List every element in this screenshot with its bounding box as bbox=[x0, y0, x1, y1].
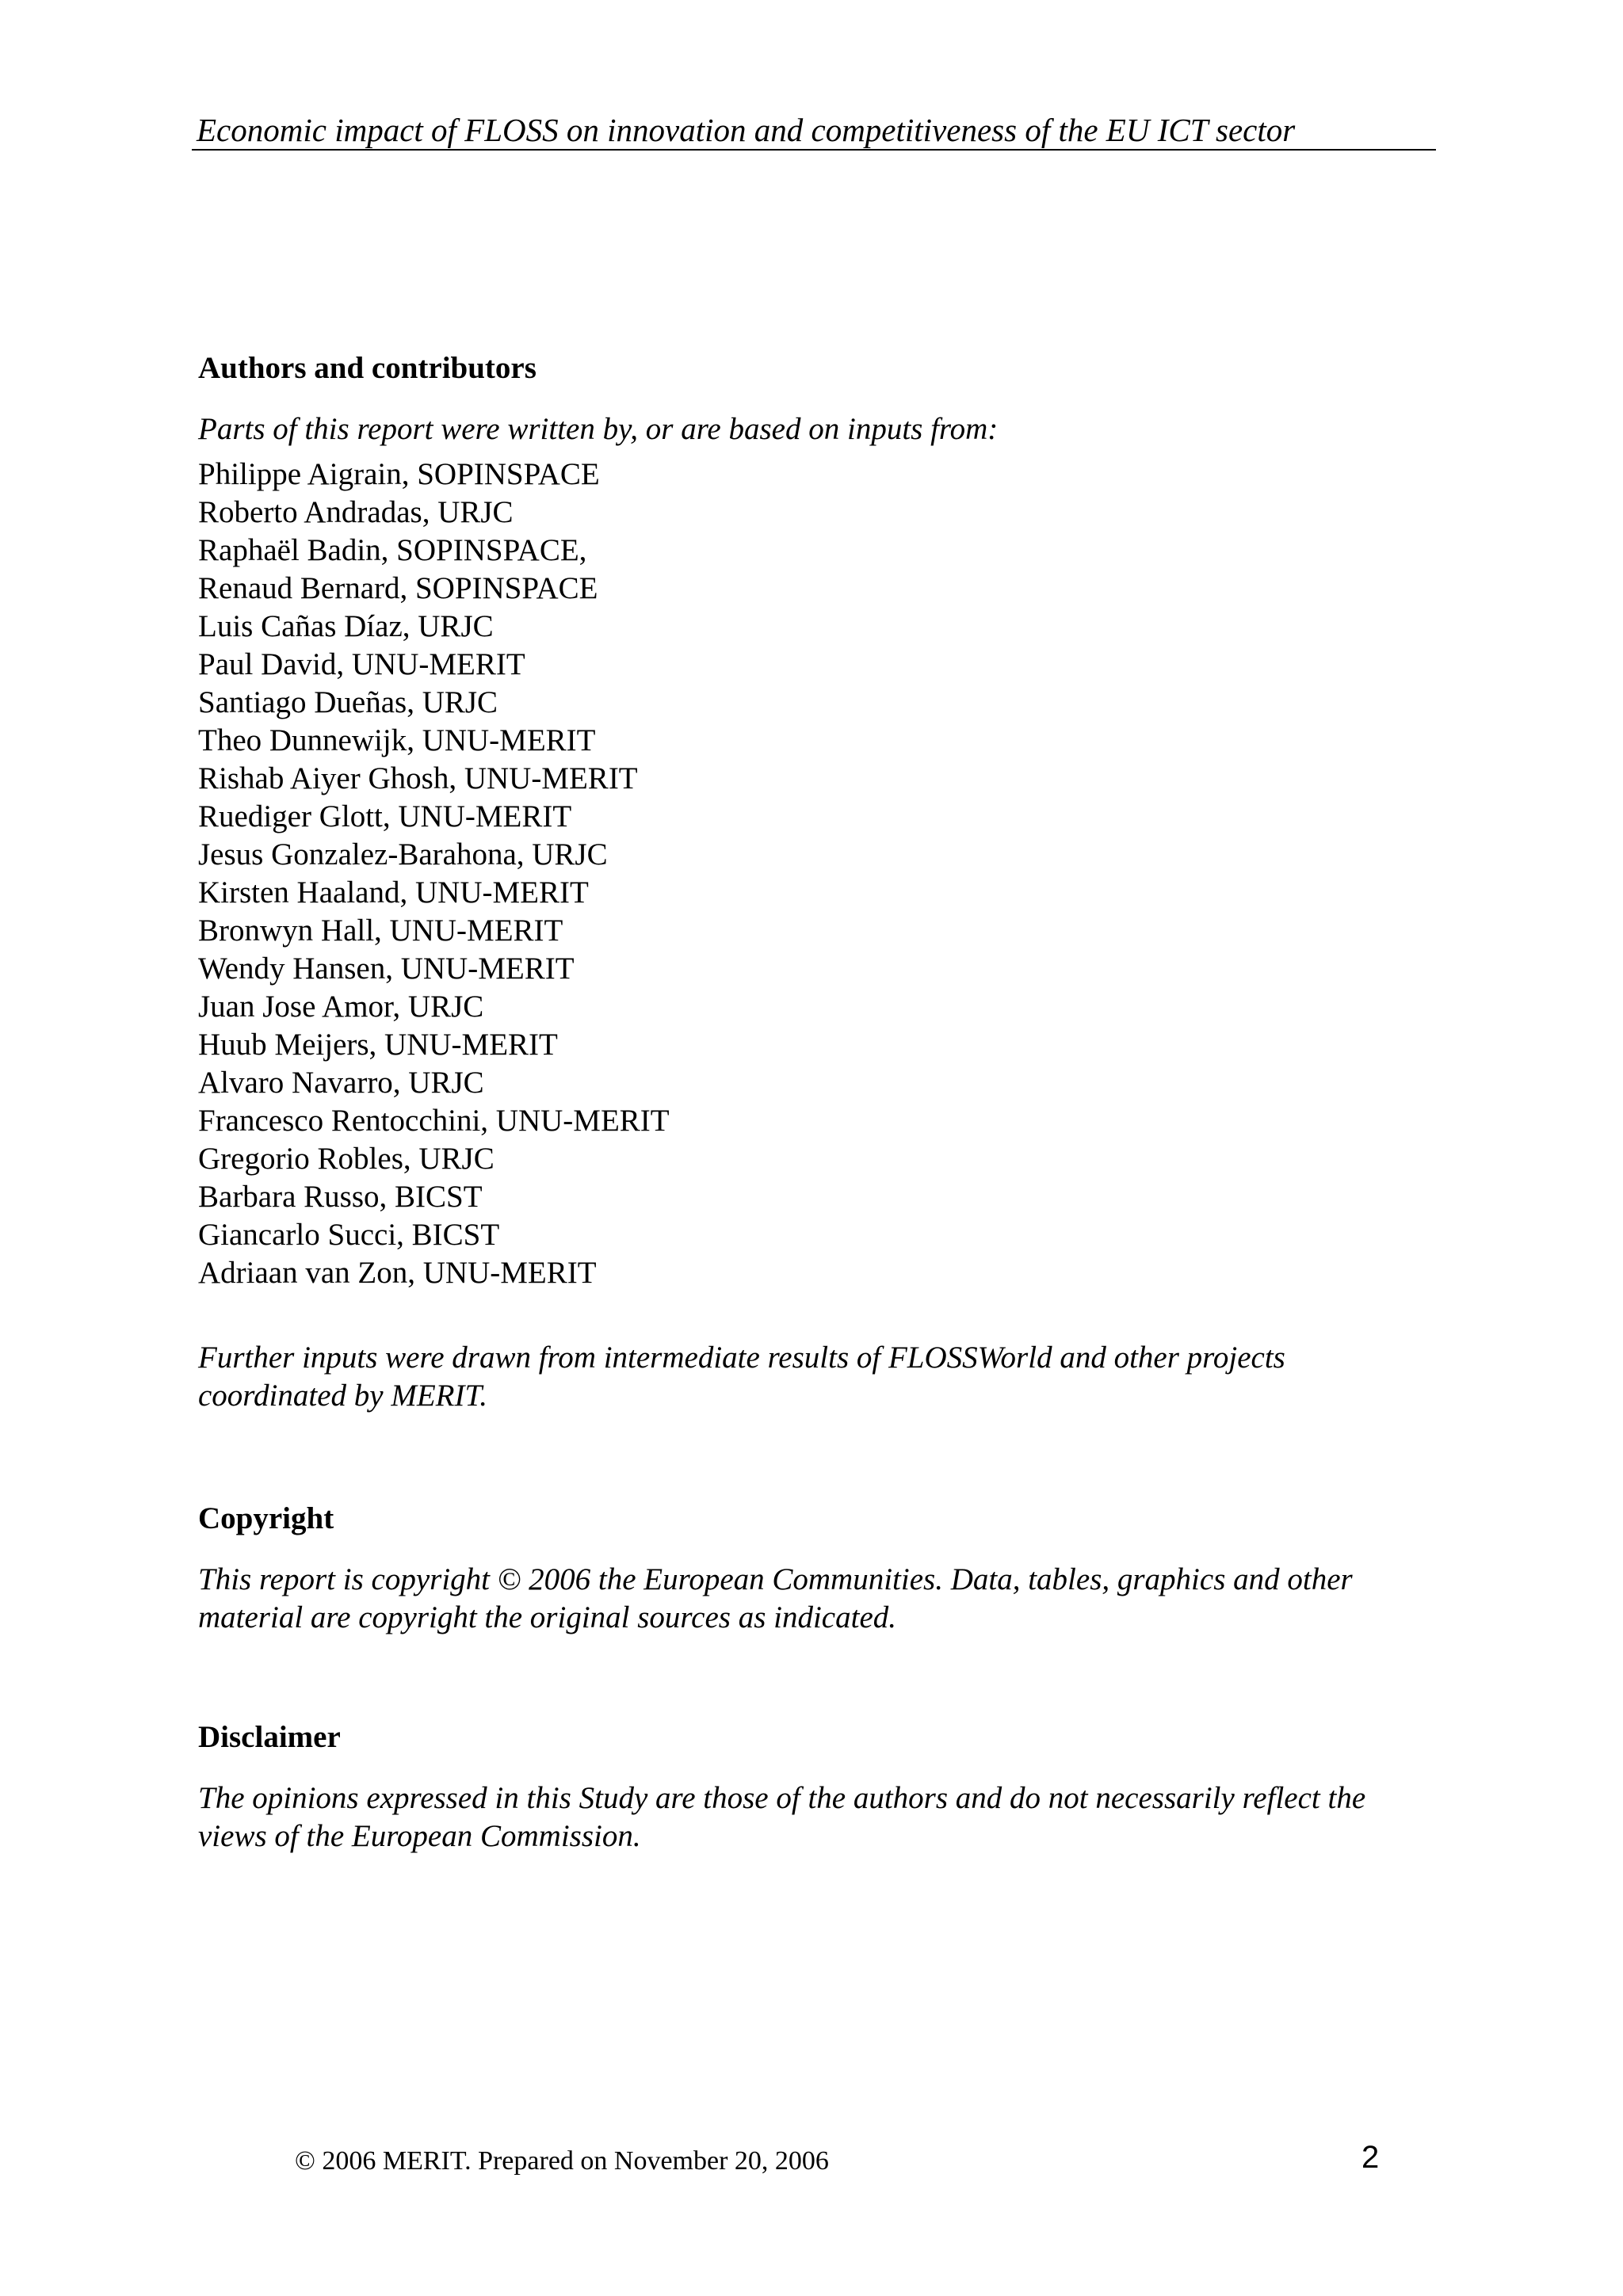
further-inputs-note: Further inputs were drawn from intermediate results of FLOSSWorld and other projects coordinated by MERIT. bbox=[198, 1341, 1285, 1413]
page-number: 2 bbox=[1361, 2140, 1380, 2175]
author-item: Kirsten Haaland, UNU-MERIT bbox=[198, 875, 589, 910]
authors-intro: Parts of this report were written by, or are based on inputs from: bbox=[198, 412, 999, 446]
author-item: Alvaro Navarro, URJC bbox=[198, 1066, 484, 1100]
author-item: Ruediger Glott, UNU-MERIT bbox=[198, 799, 572, 833]
author-item: Gregorio Robles, URJC bbox=[198, 1142, 495, 1176]
author-item: Bronwyn Hall, UNU-MERIT bbox=[198, 913, 563, 948]
author-item: Roberto Andradas, URJC bbox=[198, 495, 514, 529]
author-item: Paul David, UNU-MERIT bbox=[198, 647, 525, 681]
disclaimer-heading: Disclaimer bbox=[198, 1720, 341, 1754]
author-item: Barbara Russo, BICST bbox=[198, 1180, 483, 1214]
author-list bbox=[198, 456, 670, 1292]
footer-copyright: © 2006 MERIT. Prepared on November 20, 2006 bbox=[295, 2146, 829, 2176]
author-item: Jesus Gonzalez-Barahona, URJC bbox=[198, 837, 608, 871]
author-item: Renaud Bernard, SOPINSPACE bbox=[198, 571, 598, 605]
author-item: Wendy Hansen, UNU-MERIT bbox=[198, 952, 575, 986]
author-item: Huub Meijers, UNU-MERIT bbox=[198, 1028, 558, 1062]
author-item: Philippe Aigrain, SOPINSPACE bbox=[198, 457, 600, 491]
authors-heading: Authors and contributors bbox=[198, 351, 537, 385]
author-item: Luis Cañas Díaz, URJC bbox=[198, 609, 494, 643]
author-item: Giancarlo Succi, BICST bbox=[198, 1218, 500, 1252]
author-item: Santiago Dueñas, URJC bbox=[198, 685, 498, 719]
author-item: Juan Jose Amor, URJC bbox=[198, 990, 484, 1024]
author-item: Theo Dunnewijk, UNU-MERIT bbox=[198, 723, 596, 757]
author-item: Adriaan van Zon, UNU-MERIT bbox=[198, 1256, 597, 1290]
author-item: Raphaël Badin, SOPINSPACE, bbox=[198, 533, 587, 567]
author-item: Rishab Aiyer Ghosh, UNU-MERIT bbox=[198, 761, 638, 795]
header-rule bbox=[192, 149, 1436, 151]
disclaimer-text: The opinions expressed in this Study are those of the authors and do not necessarily reflect the views of the European Commission. bbox=[198, 1781, 1366, 1853]
author-item: Francesco Rentocchini, UNU-MERIT bbox=[198, 1104, 670, 1138]
copyright-text: This report is copyright © 2006 the European Communities. Data, tables, graphics and other material are copyright the original sources as indicated. bbox=[198, 1562, 1353, 1634]
copyright-heading: Copyright bbox=[198, 1501, 334, 1535]
running-header: Economic impact of FLOSS on innovation and competitiveness of the EU ICT sector bbox=[197, 112, 1296, 148]
